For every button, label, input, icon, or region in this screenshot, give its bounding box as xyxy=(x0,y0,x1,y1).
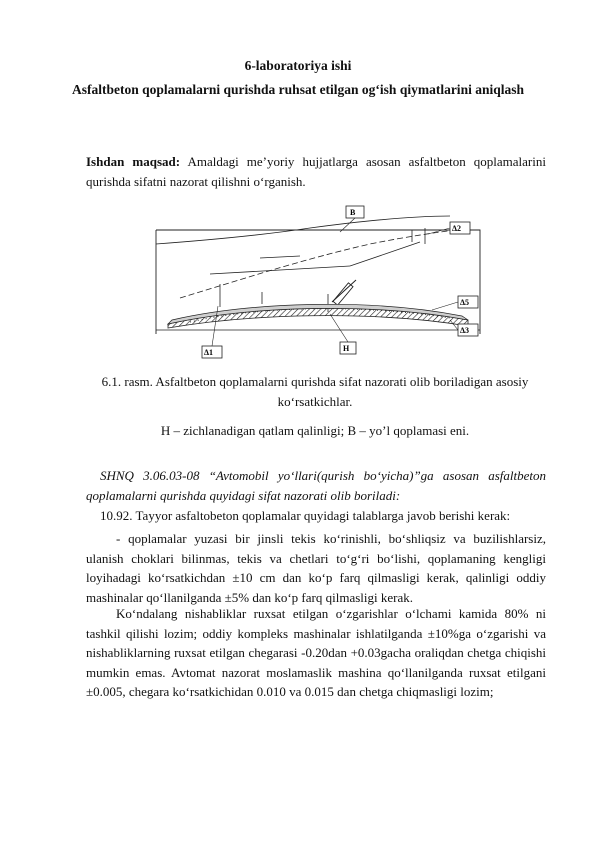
figure-caption: 6.1. rasm. Asfaltbeton qoplamalarni qurishda sifat nazorati olib boriladigan asosiy ko‘rsatkichlar. xyxy=(101,374,529,409)
clause-10-92: 10.92. Tayyor asfaltobeton qoplamalar quyidagi talablarga javob berishi kerak: xyxy=(100,508,511,523)
tool-handle xyxy=(332,280,356,302)
shnq-paragraph: SHNQ 3.06.03-08 “Avtomobil yo‘llari(qurish bo‘yicha)”ga asosan asfaltbeton qoplamalarni qurishda quyidagi sifat nazorati olib boriladi: xyxy=(86,468,546,503)
goal-label: Ishdan maqsad: xyxy=(86,154,181,169)
measure-line-2 xyxy=(350,242,420,266)
label-d1: Δ1 xyxy=(204,348,214,357)
label-d5: Δ5 xyxy=(460,298,470,307)
quality-indicators-diagram xyxy=(150,202,486,364)
label-d3: Δ3 xyxy=(460,326,470,335)
leader-d5 xyxy=(432,302,458,310)
measure-line-3 xyxy=(260,256,300,258)
figure-legend: H – zichlanadigan qatlam qalinligi; B – yo’l qoplamasi eni. xyxy=(160,423,470,438)
lab-number: 6-laboratoriya ishi xyxy=(244,58,352,73)
surface-curve xyxy=(180,230,455,298)
requirement-slopes: Ko‘ndalang nishabliklar ruxsat etilgan o‘zgarishlar o‘lchami kamida 80% ni tashkil qilishi lozim; oddiy kompleks mashinalar ishlatilganda ±10%ga o‘zgarishi va nishabliklarning ruxsat etilgan chegarasi -0.20dan +0.03gacha oraliqdan chetga chiqishi mumkin emas. Avtomat nazorat moslamaslik mashina qo‘llanilganda ruxsat etilgani ±0.005, chegara ko‘rsatkichidan 0.010 va 0.015 dan chetga chiqmasligi lozim; xyxy=(86,606,546,699)
goal-paragraph xyxy=(86,152,546,191)
leader-h xyxy=(330,314,348,342)
label-d2: Δ2 xyxy=(452,224,462,233)
straight-edge-tool xyxy=(333,283,353,305)
requirement-surface: - qoplamalar yuzasi bir jinsli tekis ko‘rinishli, bo‘shliqsiz va buzilishlarsiz, ulanish choklari bilinmas, tekis va chetlari to‘g‘ri bo‘lishi, qoplamaning kengligi loyihadagi ko‘rsatkichdan ±10 cm dan ko‘p farq qilmasligi kerak, qalinligi oddiy mashinalar qo‘llanilganda ±5% dan ko‘p farq qilmasligi kerak. xyxy=(86,531,546,605)
label-h: H xyxy=(343,344,350,353)
lab-title: Asfaltbeton qoplamalarni qurishda ruhsat etilgan og‘ish qiymatlarini aniqlash xyxy=(72,82,524,97)
measure-line-1 xyxy=(210,266,350,274)
goal-text: Amaldagi me’yoriy hujjatlarga asosan asfaltbeton qoplamalarini qurishda sifatni nazorat qilishni o‘rganish. xyxy=(86,154,546,189)
label-b: B xyxy=(350,208,356,217)
